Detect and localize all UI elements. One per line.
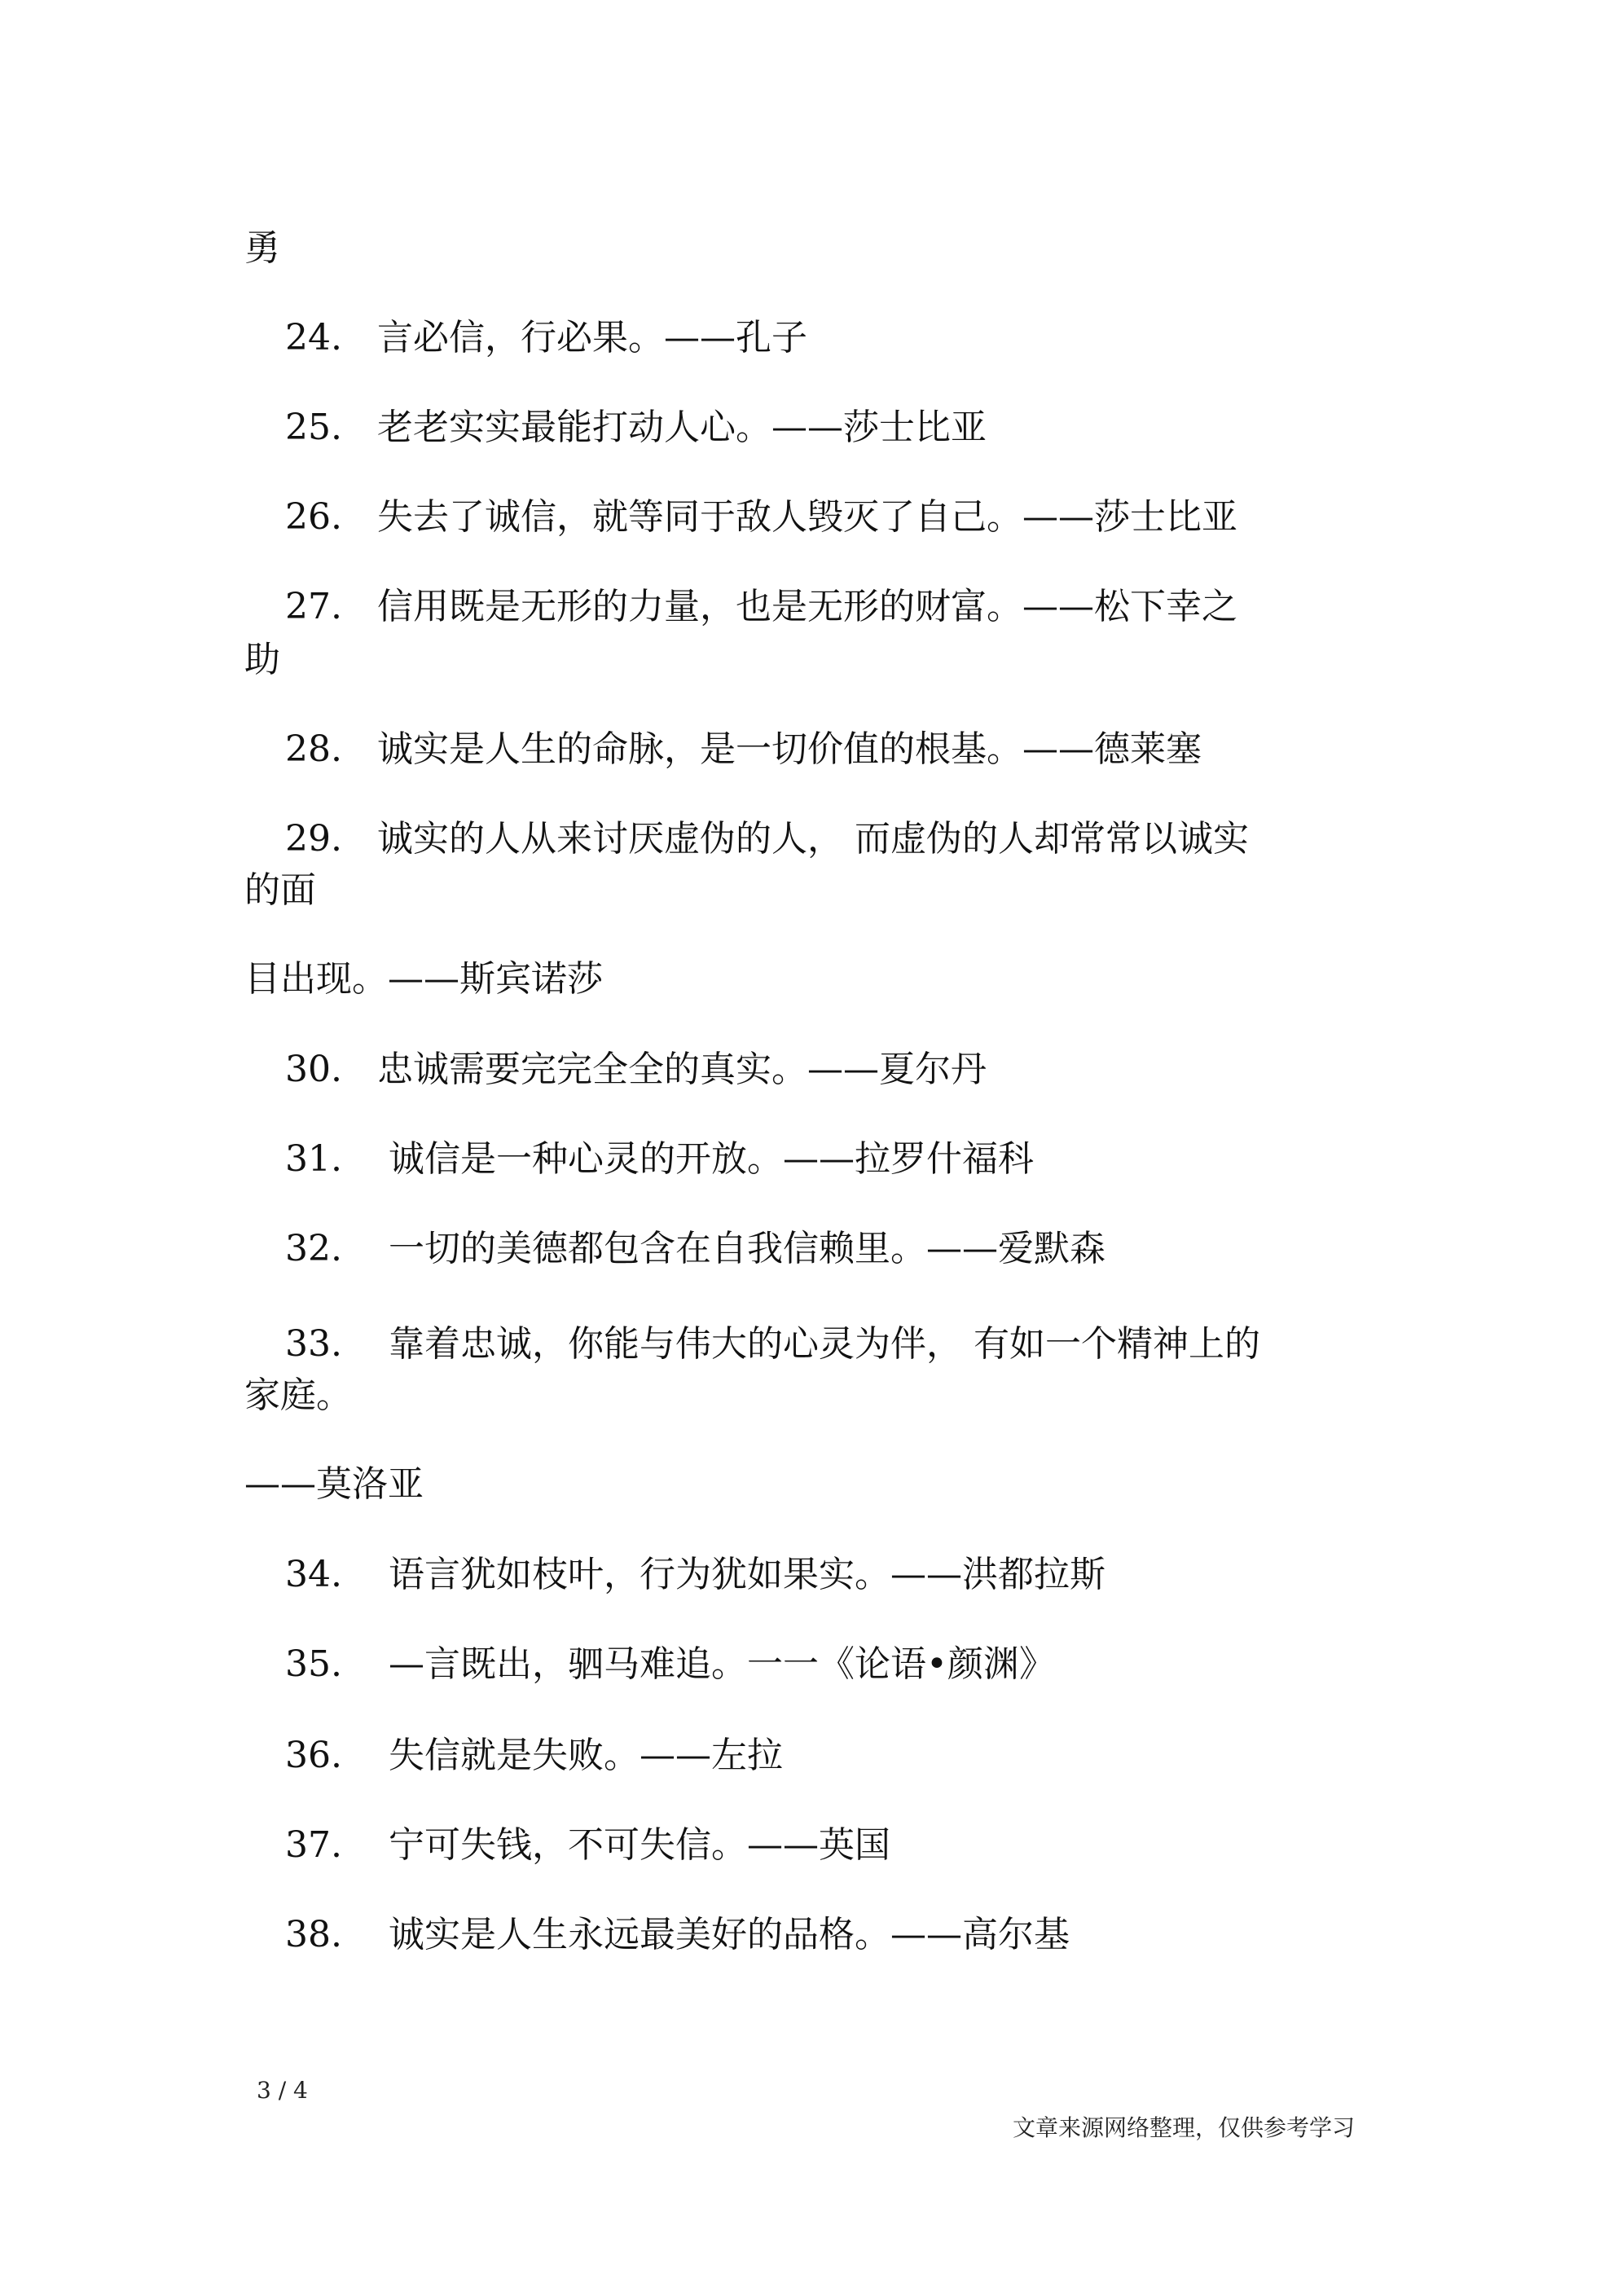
quote-number: 33. [285, 1323, 342, 1365]
quote-number: 25. [285, 407, 342, 448]
source-note: 文章来源网络整理，仅供参考学习 [1013, 2114, 1356, 2141]
line-continuation-33a [244, 1371, 352, 1420]
quote-number: 31. [285, 1138, 342, 1180]
quote-text: 老老实实最能打动人心。——莎士比亚 [377, 407, 987, 448]
quote-number: 27. [285, 586, 342, 627]
quote-text: 诚信是一种心灵的开放。——拉罗什福科 [377, 1138, 1034, 1180]
line-continuation-29a [244, 866, 316, 915]
line-text: ——莫洛亚 [244, 1463, 424, 1505]
quote-number: 24. [285, 317, 342, 358]
quote-text: 一切的美德都包含在自我信赖里。——爱默森 [377, 1228, 1106, 1269]
quote-25 [285, 403, 987, 452]
line-text: 家庭。 [244, 1375, 352, 1416]
line-continuation-29b [244, 955, 603, 1004]
quote-text: 信用既是无形的力量，也是无形的财富。——松下幸之 [377, 586, 1237, 627]
quote-32 [285, 1225, 1106, 1273]
line-continuation-27 [244, 636, 280, 684]
quote-number: 28. [285, 728, 342, 770]
line-text: 目出现。——斯宾诺莎 [244, 958, 603, 1000]
quote-28 [285, 725, 1202, 774]
quote-text: 言必信，行必果。——孔子 [377, 317, 807, 358]
quote-38 [285, 1911, 1070, 1960]
quote-number: 34. [285, 1554, 342, 1595]
quote-text: 诚实是人生永远最美好的品格。——高尔基 [377, 1914, 1070, 1955]
quote-35 [285, 1640, 1055, 1689]
quote-text: 诚实是人生的命脉，是一切价值的根基。——德莱塞 [377, 728, 1202, 770]
quote-37 [285, 1821, 890, 1870]
quote-33 [285, 1320, 1260, 1369]
quote-34 [285, 1550, 1106, 1599]
quote-36 [285, 1731, 783, 1780]
quote-number: 35. [285, 1643, 342, 1685]
line-continuation-1 [244, 224, 280, 273]
quote-27 [285, 583, 1237, 631]
page-number: 3 / 4 [257, 2077, 308, 2104]
quote-text: 失去了诚信，就等同于敌人毁灭了自己。——莎士比亚 [377, 496, 1237, 538]
quote-text: —言既出，驷马难追。一一《论语•颜渊》 [377, 1643, 1055, 1685]
quote-number: 26. [285, 496, 342, 538]
quote-number: 37. [285, 1824, 342, 1866]
quote-number: 30. [285, 1049, 342, 1090]
line-text: 助 [244, 639, 280, 680]
quote-number: 38. [285, 1914, 342, 1955]
line-text: 勇 [244, 227, 280, 269]
quote-text: 失信就是失败。——左拉 [377, 1735, 783, 1776]
quote-number: 36. [285, 1735, 342, 1776]
line-text: 的面 [244, 869, 316, 911]
quote-29 [285, 815, 1249, 864]
quote-text: 语言犹如枝叶，行为犹如果实。——洪都拉斯 [377, 1554, 1106, 1595]
quote-text: 诚实的人从来讨厌虚伪的人， 而虚伪的人却常常以诚实 [377, 818, 1249, 860]
line-continuation-33b [244, 1460, 424, 1509]
quote-number: 29. [285, 818, 342, 860]
quote-text: 忠诚需要完完全全的真实。——夏尔丹 [377, 1049, 987, 1090]
quote-30 [285, 1045, 987, 1094]
quote-24 [285, 314, 807, 363]
quote-31 [285, 1135, 1034, 1184]
quote-text: 宁可失钱，不可失信。——英国 [377, 1824, 890, 1866]
quote-26 [285, 493, 1237, 542]
quote-number: 32. [285, 1228, 342, 1269]
quote-text: 靠着忠诚，你能与伟大的心灵为伴， 有如一个精神上的 [377, 1323, 1260, 1365]
